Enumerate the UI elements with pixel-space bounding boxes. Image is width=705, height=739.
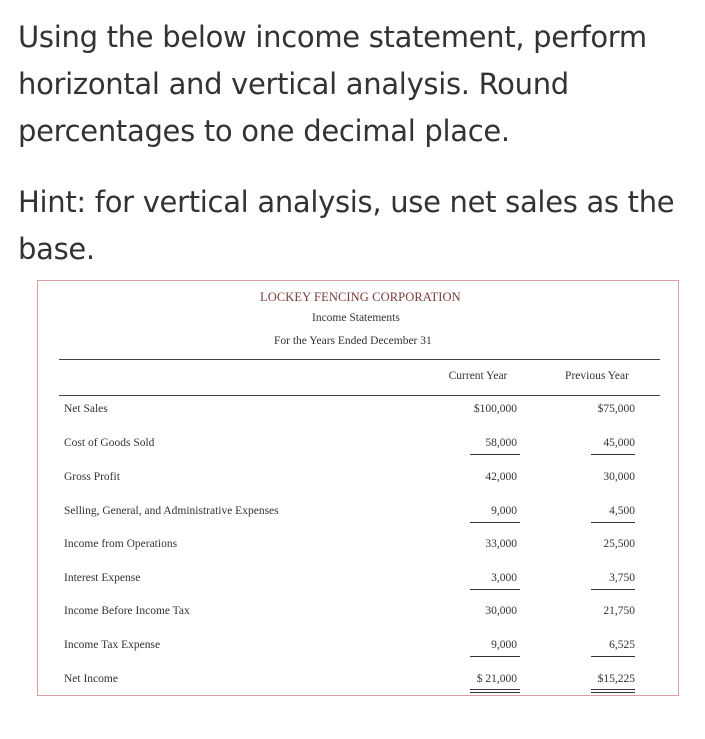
total-double-underline <box>591 692 635 693</box>
total-double-underline <box>470 692 520 693</box>
row-label: Income from Operations <box>64 538 178 550</box>
current-year-value: $100,000 <box>473 403 517 415</box>
subtotal-underline <box>470 589 520 590</box>
row-label: Net Income <box>64 673 118 685</box>
row-net-income <box>38 673 680 691</box>
current-year-value: 9,000 <box>491 639 517 651</box>
subtotal-underline <box>591 656 635 657</box>
row-income-before-tax <box>38 605 680 623</box>
current-year-value: 42,000 <box>485 471 517 483</box>
company-name: LOCKEY FENCING CORPORATION <box>260 290 461 304</box>
row-interest-expense <box>38 572 680 590</box>
income-statement-image <box>37 280 679 696</box>
current-year-value: 33,000 <box>485 538 517 550</box>
question-instructions: Using the below income statement, perform horizontal and vertical analysis. Round percentages to one decimal place. <box>18 20 647 148</box>
previous-year-value: 6,525 <box>609 639 635 651</box>
row-income-from-operations <box>38 538 680 556</box>
subtotal-underline <box>470 656 520 657</box>
total-double-underline <box>470 689 520 690</box>
row-label: Income Tax Expense <box>64 639 161 651</box>
current-year-value: 9,000 <box>491 505 517 517</box>
current-year-value: 30,000 <box>485 605 517 617</box>
total-double-underline <box>591 689 635 690</box>
previous-year-value: 25,500 <box>603 538 635 550</box>
previous-year-value: 30,000 <box>603 471 635 483</box>
current-year-value: 3,000 <box>491 572 517 584</box>
subtotal-underline <box>591 589 635 590</box>
column-header-previous-year: Previous Year <box>565 370 629 382</box>
question-text <box>18 14 698 273</box>
previous-year-value: $75,000 <box>597 403 635 415</box>
header-rule-bottom <box>59 395 660 396</box>
subtotal-underline <box>591 522 635 523</box>
row-gross-profit <box>38 471 680 489</box>
row-sga-expenses <box>38 505 680 523</box>
subtotal-underline <box>591 454 635 455</box>
row-label: Interest Expense <box>64 572 141 584</box>
row-label: Income Before Income Tax <box>64 605 190 617</box>
current-year-value: 58,000 <box>485 437 517 449</box>
previous-year-value: 3,750 <box>609 572 635 584</box>
previous-year-value: $15,225 <box>597 673 635 685</box>
subtotal-underline <box>470 454 520 455</box>
previous-year-value: 45,000 <box>603 437 635 449</box>
column-header-current-year: Current Year <box>448 370 508 382</box>
header-rule-top <box>59 359 660 360</box>
current-year-value: $ 21,000 <box>476 673 517 685</box>
previous-year-value: 4,500 <box>609 505 635 517</box>
row-label: Net Sales <box>64 403 108 415</box>
row-cost-of-goods-sold <box>38 437 680 455</box>
statement-period: For the Years Ended December 31 <box>274 335 432 347</box>
subtotal-underline <box>470 522 520 523</box>
statement-title: Income Statements <box>312 312 400 324</box>
previous-year-value: 21,750 <box>603 605 635 617</box>
row-label: Selling, General, and Administrative Expenses <box>64 505 279 517</box>
row-net-sales <box>38 403 680 421</box>
row-income-tax-expense <box>38 639 680 657</box>
row-label: Cost of Goods Sold <box>64 437 155 449</box>
question-hint: Hint: for vertical analysis, use net sales as the base. <box>18 185 675 266</box>
row-label: Gross Profit <box>64 471 120 483</box>
